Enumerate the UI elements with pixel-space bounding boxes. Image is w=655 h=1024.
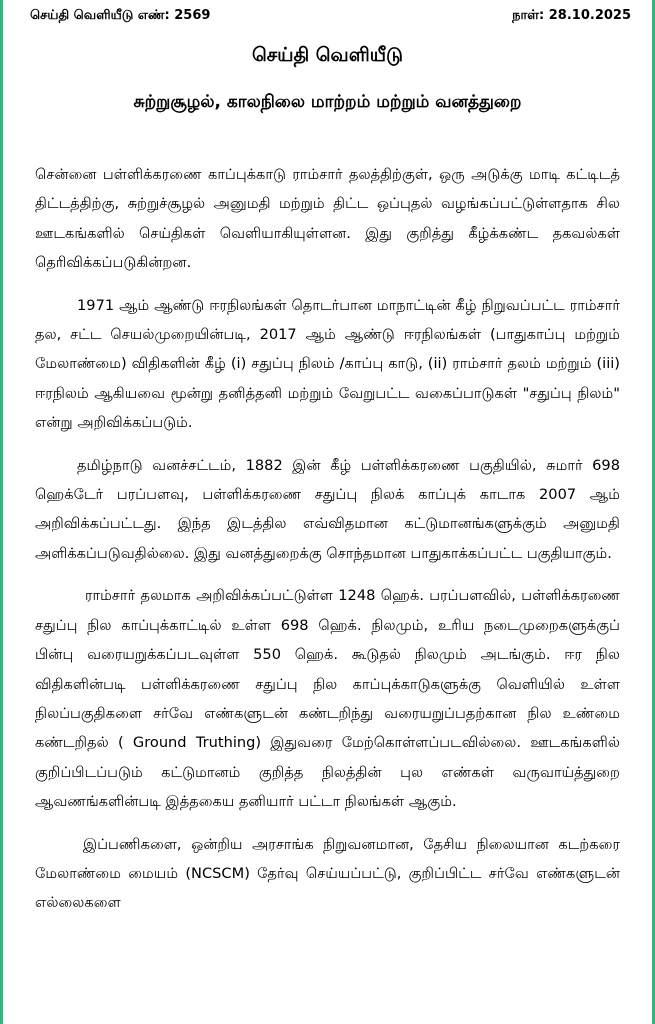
paragraph-3: தமிழ்நாடு வனச்சட்டம், 1882 இன் கீழ் பள்ளிக்கரணை பகுதியில், சுமார் 698 ஹெக்டேர் பரப்பளவு, பள்ளிக்கரணை சதுப்பு நிலக் காப்புக் காடாக 2007 ஆம் அறிவிக்கப்பட்டது. இந்த இடத்தில எவ்விதமான கட்டுமானங்களுக்கும் அனுமதி அளிக்கப்படுவதில்லை. இது வனத்துறைக்கு சொந்தமான பாதுகாக்கப்பட்ட பகுதியாகும்.: [35, 456, 620, 562]
paragraph-1: சென்னை பள்ளிக்கரணை காப்புக்காடு ராம்சார் தலத்திற்குள், ஒரு அடுக்கு மாடி கட்டிடத் திட்டத்திற்கு, சுற்றுச்சூழல் அனுமதி மற்றும் திட்ட ஒப்புதல் வழங்கப்பட்டுள்ளதாக சில ஊடகங்களில் செய்திகள் வெளியாகியுள்ளன. இது குறித்து கீழ்க்கண்ட தகவல்கள் தெரிவிக்கப்படுகின்றன.: [35, 166, 620, 272]
department-name: சுற்றுசூழல், காலநிலை மாற்றம் மற்றும் வனத்துறை: [133, 92, 522, 112]
paragraph-2: 1971 ஆம் ஆண்டு ஈரநிலங்கள் தொடர்பான மாநாட்டின் கீழ் நிறுவப்பட்ட ராம்சார் தல, சட்ட செயல்முறையின்படி, 2017 ஆம் ஆண்டு ஈரநிலங்கள் (பாதுகாப்பு மற்றும் மேலாண்மை) விதிகளின் கீழ் (i) சதுப்பு நிலம் /காப்பு காடு, (ii) ராம்சார் தலம் மற்றும் (iii) ஈரநிலம் ஆகியவை மூன்று தனித்தனி மற்றும் வேறுபட்ட வகைப்பாடுகள் "சதுப்பு நிலம்" என்று அறிவிக்கப்படும்.: [35, 296, 620, 432]
release-date: நாள்: 28.10.2025: [512, 8, 631, 23]
document-body: [35, 160, 620, 931]
release-number: செய்தி வெளியீடு எண்: 2569: [30, 8, 211, 23]
document-title: செய்தி வெளியீடு: [251, 44, 403, 66]
header-row: [30, 8, 631, 24]
paragraph-5: இப்பணிகளை, ஒன்றிய அரசாங்க நிறுவனமான, தேசிய நிலையான கடற்கரை மேலாண்மை மையம் (NCSCM) தேர்வு செய்யப்பட்டு, குறிப்பிட்ட சர்வே எண்களுடன் எல்லைகளை: [35, 835, 620, 912]
paragraph-4: ராம்சார் தலமாக அறிவிக்கப்பட்டுள்ள 1248 ஹெக். பரப்பளவில், பள்ளிக்கரணை சதுப்பு நில காப்புக்காட்டில் உள்ள 698 ஹெக். நிலமும், உரிய நடைமுறைகளுக்குப் பின்பு வரையறுக்கப்படவுள்ள 550 ஹெக். கூடுதல் நிலமும் அடங்கும். ஈர நில விதிகளின்படி பள்ளிக்கரணை சதுப்பு நில காப்புக்காடுகளுக்கு வெளியில் உள்ள நிலப்பகுதிகளை சர்வே எண்களுடன் கண்டறிந்து வரையறுப்பதற்கான நில உண்மை கண்டறிதல் ( Ground Truthing) இதுவரை மேற்கொள்ளப்படவில்லை. ஊடகங்களில் குறிப்பிடப்படும் கட்டுமானம் குறித்த நிலத்தின் புல எண்கள் வருவாய்த்துறை ஆவணங்களின்படி இத்தகைய தனியார் பட்டா நிலங்கள் ஆகும்.: [35, 587, 620, 811]
